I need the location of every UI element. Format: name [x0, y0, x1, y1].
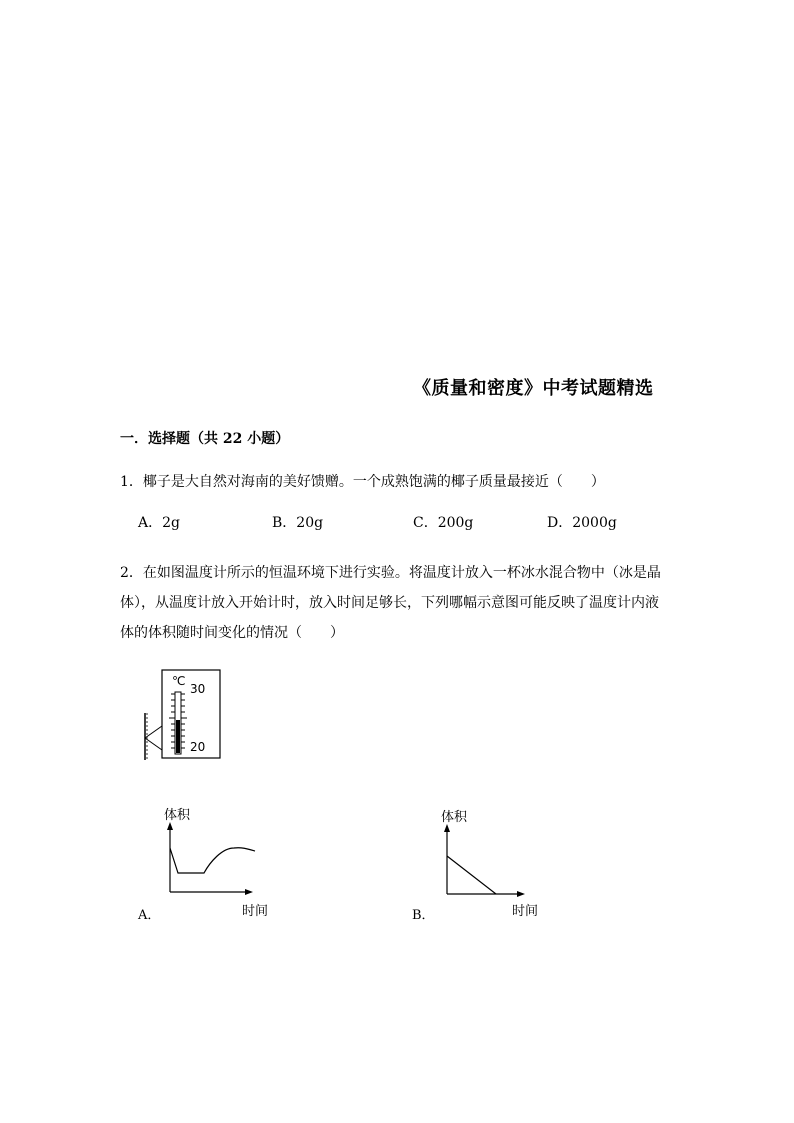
graph-a-ylabel: 体积 [164, 808, 191, 823]
graph-a-option-label: A． [138, 908, 161, 923]
question-1-option-a: A．2g [138, 515, 180, 531]
graph-option-b [410, 800, 550, 925]
question-2-text [120, 558, 680, 648]
graph-a-xlabel: 时间 [242, 904, 269, 919]
question-2-line-1: 2．在如图温度计所示的恒温环境下进行实验。将温度计放入一杯冰水混合物中（冰是晶 [120, 565, 661, 581]
graph-option-a [138, 800, 278, 925]
graph-b-ylabel: 体积 [441, 810, 468, 825]
thermometer-top-value: 30 [190, 682, 206, 696]
question-1-option-b: B．20g [272, 515, 324, 531]
page-title: 《质量和密度》中考试题精选 [413, 378, 654, 399]
question-2-line-2: 体），从温度计放入开始计时，放入时间足够长，下列哪幅示意图可能反映了温度计内液 [120, 595, 659, 611]
section-heading: 一．选择题（共 22 小题） [120, 431, 290, 447]
question-1-option-d: D．2000g [547, 515, 617, 531]
question-2-line-3: 体的体积随时间变化的情况（ ） [120, 625, 344, 641]
question-1-option-c: C．200g [413, 515, 474, 531]
graph-b-xlabel: 时间 [512, 904, 539, 919]
thermometer-bottom-value: 20 [190, 740, 206, 754]
thermometer-figure [140, 668, 222, 760]
thermometer-unit: ℃ [172, 674, 186, 688]
question-1-text: 1．椰子是大自然对海南的美好馈赠。一个成熟饱满的椰子质量最接近（ ） [120, 474, 605, 490]
graph-b-option-label: B． [412, 908, 435, 923]
